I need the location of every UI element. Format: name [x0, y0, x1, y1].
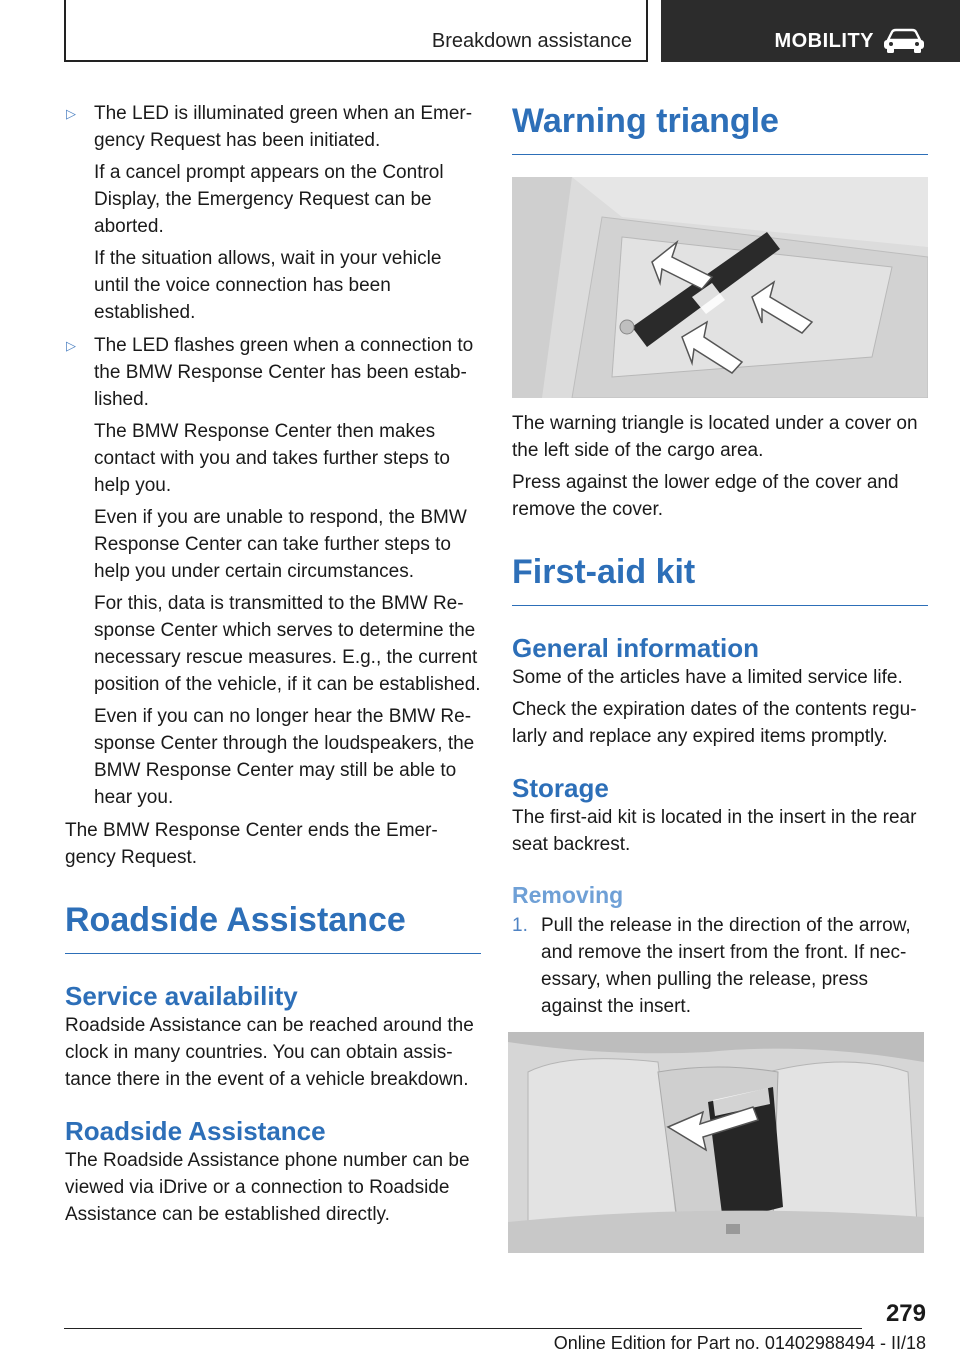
- bullet-triangle-icon: ▷: [66, 106, 76, 121]
- chapter-tab: [661, 0, 960, 62]
- rear-seat-figure: [508, 1032, 924, 1253]
- body-paragraph: Roadside Assistance can be reached around the clock in many countries. You can obtain assis‐tance there in the event of a vehicle breakdown.: [65, 1015, 474, 1090]
- body-paragraph: The Roadside Assistance phone number can be viewed via iDrive or a connection to Roadside Assistance can be established directly.: [65, 1150, 470, 1225]
- section-heading-first-aid: First-aid kit: [512, 551, 928, 606]
- body-paragraph: Check the expiration dates of the contents regu‐larly and replace any expired items promptly.: [512, 699, 917, 747]
- subheading-service-availability: Service availability: [65, 981, 298, 1011]
- section-heading-roadside: Roadside Assistance: [65, 899, 481, 954]
- subheading-storage: Storage: [512, 773, 609, 803]
- body-paragraph: The BMW Response Center ends the Emer‐gency Request.: [65, 820, 438, 868]
- chapter-title: MOBILITY: [774, 30, 874, 52]
- section-heading-warning-triangle: Warning triangle: [512, 100, 928, 155]
- bullet-paragraph: For this, data is transmitted to the BMW Re‐sponse Center which serves to determine the necessary rescue measures. E.g., the current position of the vehicle, if it can be established.: [94, 593, 481, 695]
- car-icon: [882, 28, 926, 54]
- footer-divider: [64, 1328, 862, 1329]
- bullet-paragraph: Even if you are unable to respond, the BMW Response Center can take further steps to help you under certain circumstances.: [94, 507, 467, 582]
- body-paragraph: The warning triangle is located under a cover on the left side of the cargo area.: [512, 413, 918, 461]
- bullet-paragraph: If a cancel prompt appears on the Control Display, the Emergency Request can be aborted.: [94, 162, 444, 237]
- body-paragraph: The first-aid kit is located in the insert in the rear seat backrest.: [512, 807, 917, 855]
- bullet-paragraph: The BMW Response Center then makes contact with you and takes further steps to help you.: [94, 421, 450, 496]
- cargo-area-illustration: [512, 177, 928, 398]
- section-title: Breakdown assistance: [431, 30, 632, 52]
- bullet-triangle-icon: ▷: [66, 338, 76, 353]
- bullet-item-led-green: [65, 100, 481, 326]
- page-header: [0, 0, 960, 66]
- bullet-paragraph: The LED flashes green when a connection to the BMW Response Center has been estab‐lished.: [94, 335, 474, 410]
- left-column: [65, 100, 481, 1228]
- numbered-step: [512, 912, 928, 1020]
- page-number: 279: [885, 1300, 926, 1327]
- bullet-item-led-flashes: [65, 332, 481, 811]
- bullet-paragraph: If the situation allows, wait in your vehicle until the voice connection has been established.: [94, 248, 442, 323]
- subheading-removing: Removing: [512, 882, 624, 908]
- step-text: Pull the release in the direction of the arrow, and remove the insert from the front. If nec‐essary, when pulling the release, press against the insert.: [541, 915, 911, 1017]
- subheading-roadside: Roadside Assistance: [65, 1116, 326, 1146]
- cargo-area-figure: [512, 177, 928, 398]
- bullet-paragraph: The LED is illuminated green when an Emer‐gency Request has been initiated.: [94, 103, 473, 151]
- edition-footer: Online Edition for Part no. 01402988494 - II/18: [553, 1333, 926, 1353]
- rear-seat-illustration: [508, 1032, 924, 1253]
- subheading-general-information: General information: [512, 633, 760, 663]
- bullet-paragraph: Even if you can no longer hear the BMW Re‐sponse Center through the loudspeakers, the BMW Response Center may still be able to hear you.: [94, 706, 475, 808]
- body-paragraph: Press against the lower edge of the cover and remove the cover.: [512, 472, 899, 520]
- body-paragraph: Some of the articles have a limited service life.: [512, 667, 903, 688]
- step-number: 1.: [512, 915, 528, 936]
- right-column: [512, 100, 928, 1020]
- section-tab: [64, 0, 648, 62]
